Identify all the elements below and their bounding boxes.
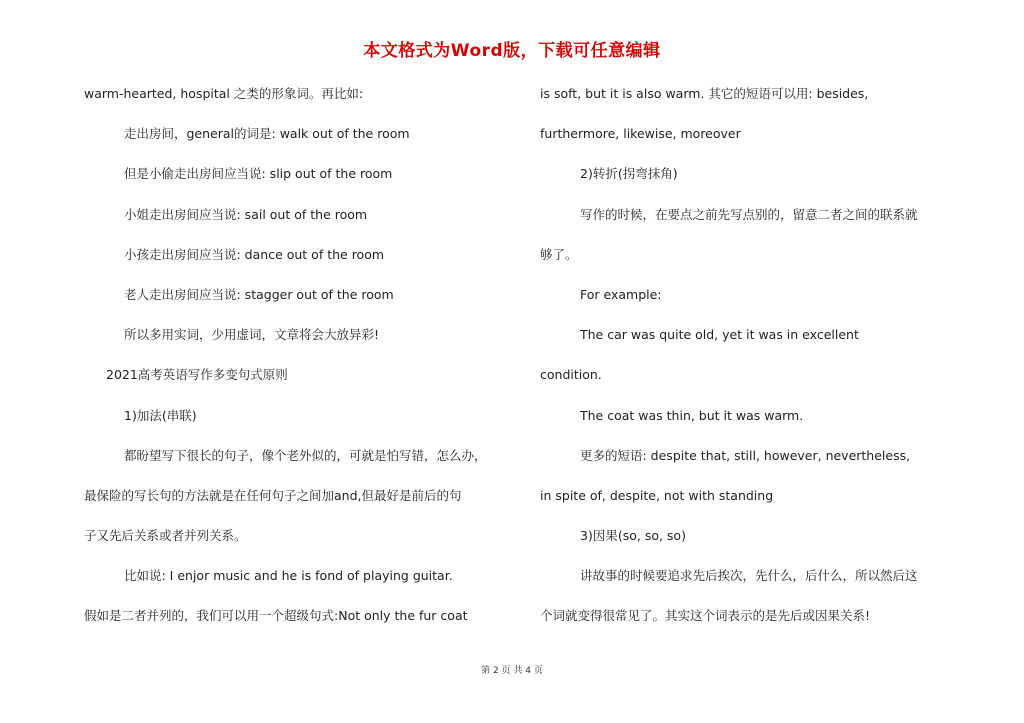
right-column xyxy=(540,84,980,647)
text-line: in spite of, despite, not with standing xyxy=(540,487,774,503)
text-line: 最保险的写长句的方法就是在任何句子之间加and,但最好是前后的句 xyxy=(84,487,462,503)
text-line: 小孩走出房间应当说: dance out of the room xyxy=(124,246,385,262)
text-line: 走出房间，general的词是: walk out of the room xyxy=(124,126,410,142)
text-line: 都盼望写下很长的句子，像个老外似的，可就是怕写错，怎么办， xyxy=(124,447,487,463)
text-line: is soft, but it is also warm. 其它的短语可以用: besides, xyxy=(540,86,869,101)
subsection-heading: 3)因果(so, so, so) xyxy=(580,528,686,544)
text-line: warm-hearted, hospital 之类的形象词。再比如: xyxy=(84,86,364,101)
text-line: 但是小偷走出房间应当说: slip out of the room xyxy=(124,166,393,182)
text-line: 子又先后关系或者并列关系。 xyxy=(84,528,247,544)
text-line: condition. xyxy=(540,367,602,383)
text-line: 更多的短语: despite that, still, however, nevertheless, xyxy=(580,447,911,463)
subsection-heading: 2)转折(拐弯抹角) xyxy=(580,166,678,182)
text-line: 写作的时候，在要点之前先写点别的，留意二者之间的联系就 xyxy=(580,206,918,222)
text-line: 假如是二者并列的，我们可以用一个超级句式:Not only the fur coat xyxy=(84,608,468,624)
text-line: 比如说: I enjor music and he is fond of playing guitar. xyxy=(124,568,453,584)
text-line: 够了。 xyxy=(540,246,578,262)
text-line: 老人走出房间应当说: stagger out of the room xyxy=(124,286,394,302)
section-heading: 2021高考英语写作多变句式原则 xyxy=(106,367,288,383)
text-line: 讲故事的时候要追求先后挨次，先什么，后什么，所以然后这 xyxy=(580,568,918,584)
text-line: 所以多用实词，少用虚词，文章将会大放异彩! xyxy=(124,327,380,343)
text-line: furthermore, likewise, moreover xyxy=(540,126,741,142)
left-column xyxy=(84,84,514,647)
text-line: 个词就变得很常见了。其实这个词表示的是先后或因果关系! xyxy=(540,608,871,624)
text-line: The car was quite old, yet it was in excellent xyxy=(580,327,859,343)
text-line: The coat was thin, but it was warm. xyxy=(580,407,804,423)
subsection-heading: 1)加法(串联) xyxy=(124,407,197,423)
page-number: 第 2 页 共 4 页 xyxy=(481,666,543,676)
text-line: 小姐走出房间应当说: sail out of the room xyxy=(124,206,368,222)
text-line: For example: xyxy=(580,286,662,302)
document-header-title: 本文格式为Word版，下载可任意编辑 xyxy=(363,41,661,61)
